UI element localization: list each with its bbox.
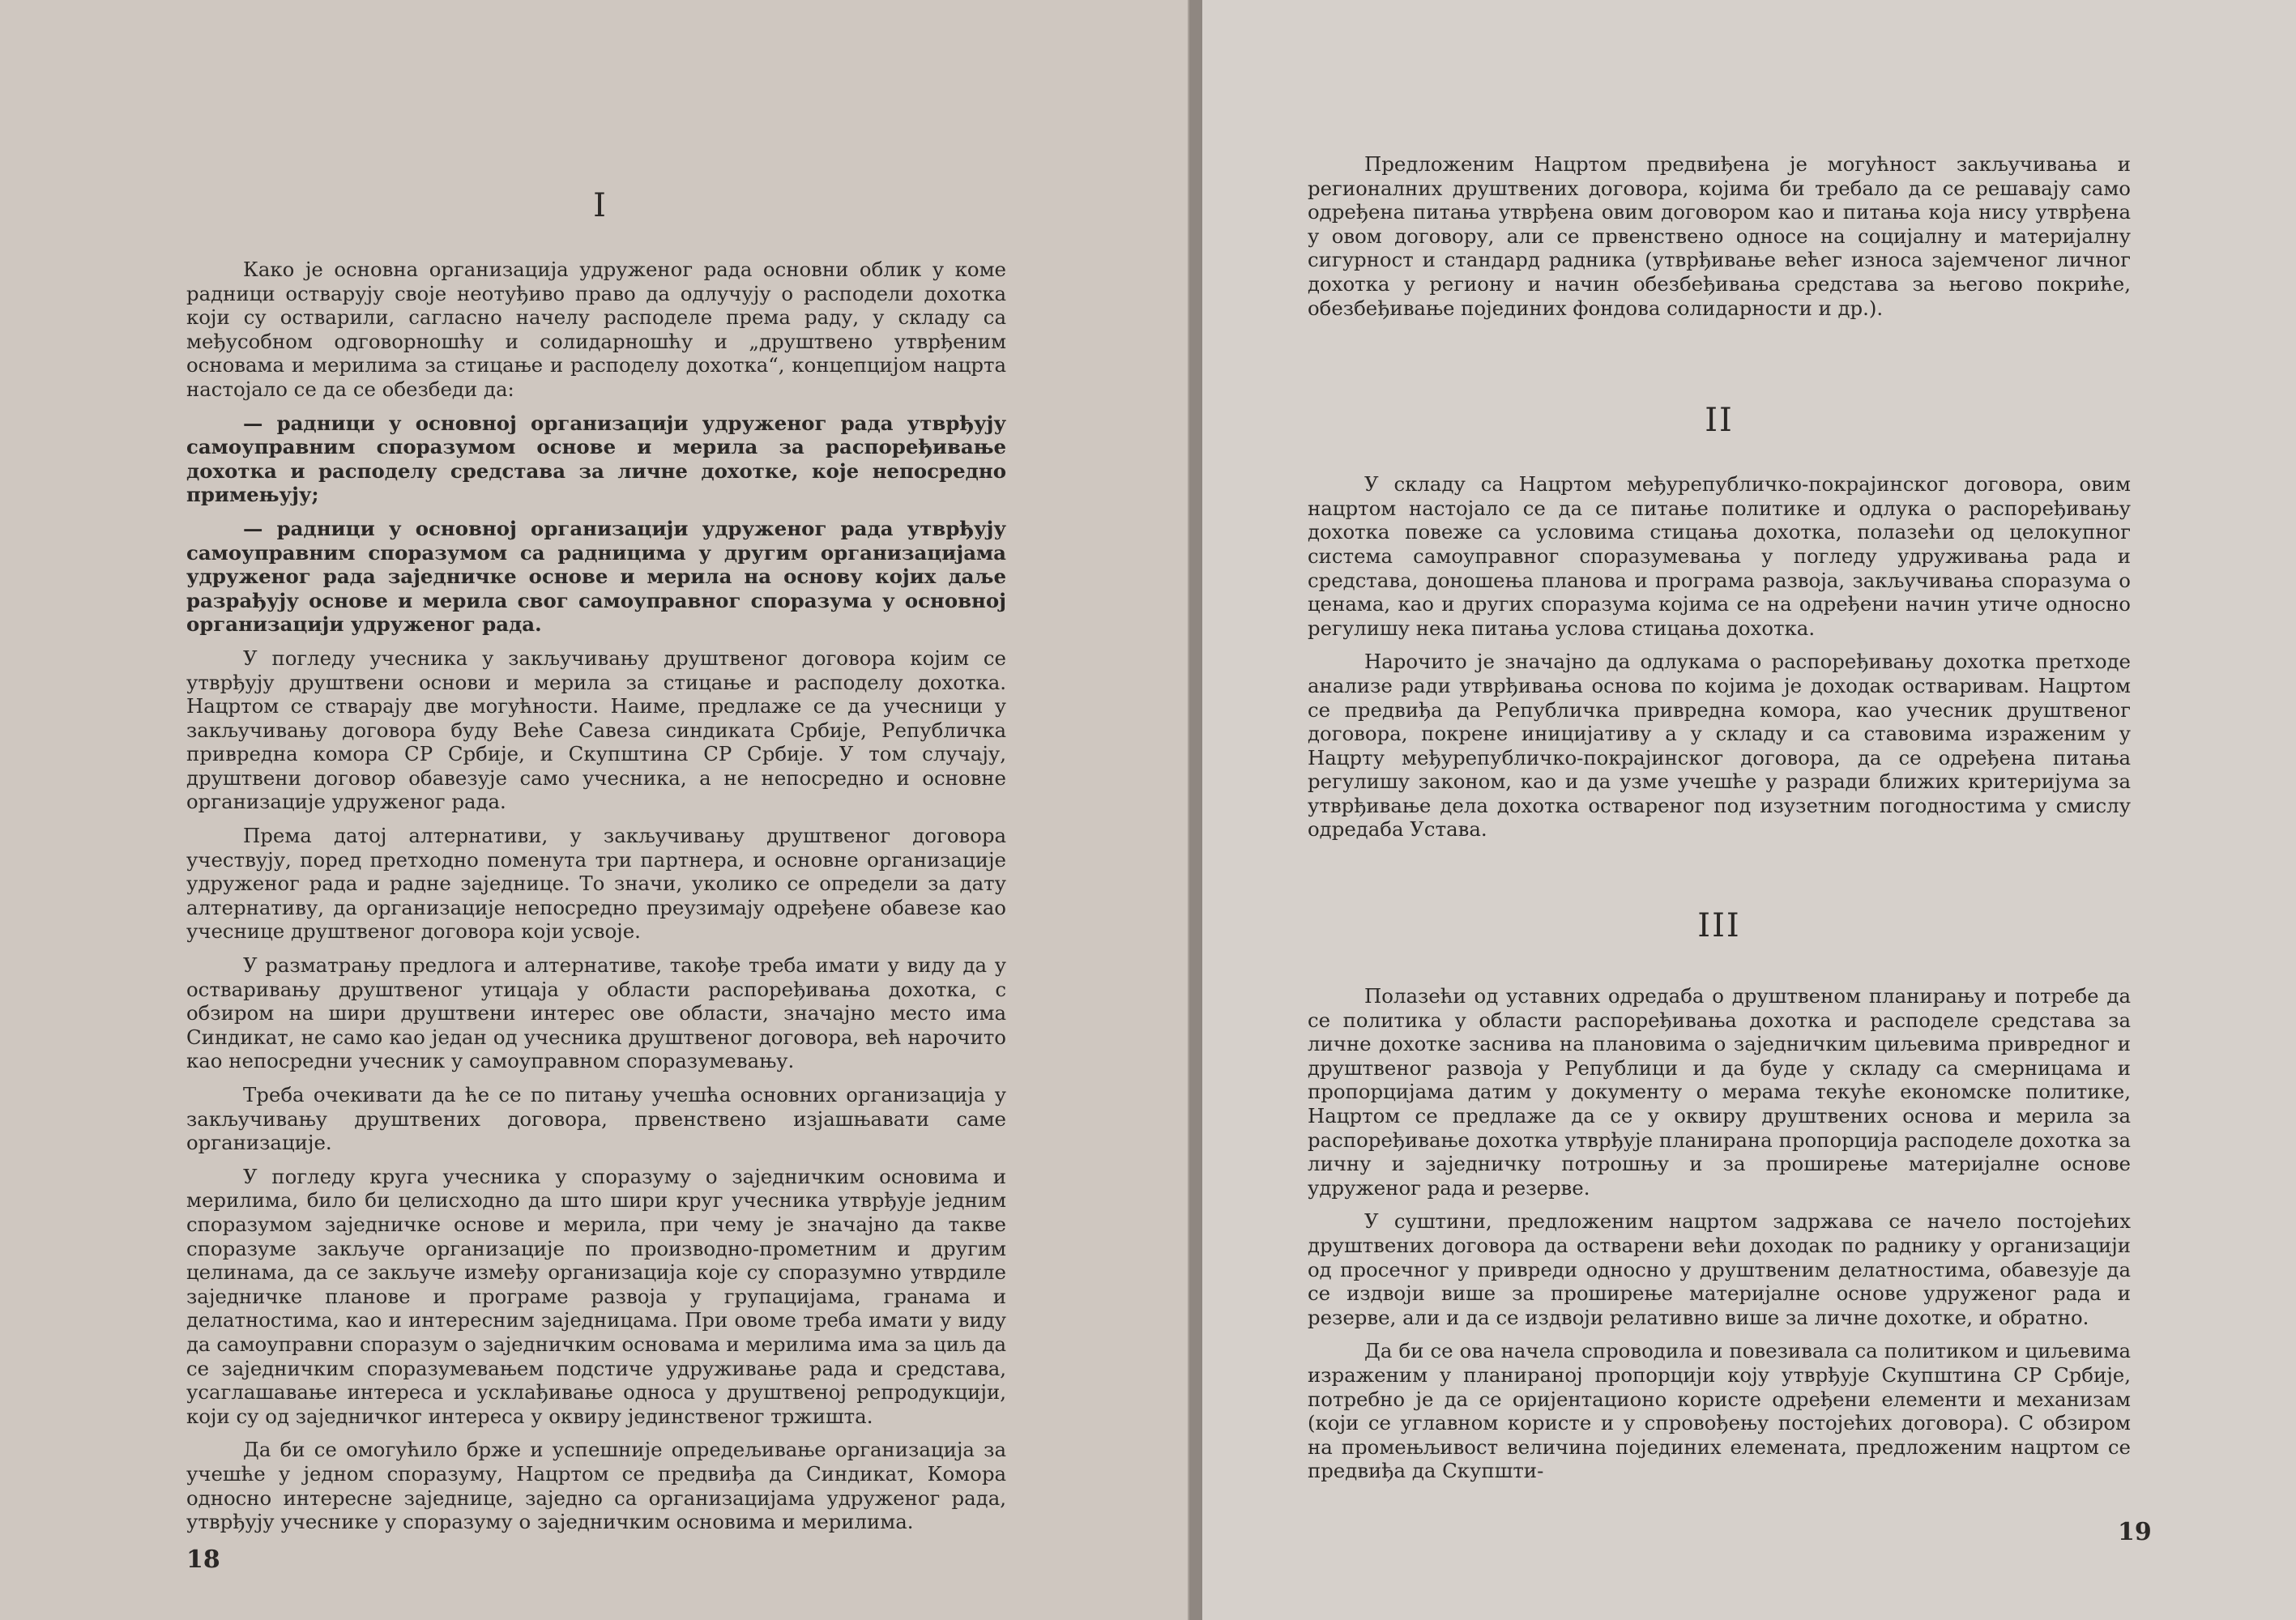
- right-page: [1202, 0, 2296, 1620]
- book-gutter: [1189, 0, 1202, 1620]
- paragraph: Према датој алтернативи, у закључивању друштвеног договора учествују, поред претходно поменута три партнера, и основне организације удруженог рада и радне заједнице. То значи, уколико се определи за дату алтернативу, да организације непосредно преузимају одређене обавезе као учеснице друштвеног договора који усвоје.: [186, 824, 1006, 944]
- paragraph: Полазећи од уставних одредаба о друштвеном планирању и потребе да се политика у области распоређивања дохотка и расподеле средстава за личне дохотке заснива на плановима о заједничким циљевима привредног и друштвеног развоја у Републици и да буде у складу са смерницама и пропорцијама датим у документу о мерама текуће економске политике, Нацртом се предлаже да се у оквиру друштвених основа и мерила за распоређивање дохотка утврђује планирана пропорција расподеле дохотка за личну и заједничку потрошњу и за проширење материјалне основе удруженог рада и резерве.: [1308, 984, 2131, 1200]
- paragraph: У разматрању предлога и алтернативе, такође треба имати у виду да у остваривању друштвеног утицаја у области распоређивања дохотка, с обзиром на шири друштвени интерес ове области, значајно место има Синдикат, не само као један од учесника друштвеног договора, већ нарочито као непосредни учесник у самоуправном споразумевању.: [186, 953, 1006, 1073]
- paragraph-bullet: — радници у основној организацији удруженог рада утврђују самоуправним споразумом основе и мерила за распоређивање дохотка и расподелу средстава за личне дохотке, које непосредно примењују;: [186, 411, 1006, 507]
- paragraph-bullet: — радници у основној организацији удруженог рада утврђују самоуправним споразумом са радницима у другим организацијама удруженог рада заједничке основе и мерила на основу којих даље разрађују основе и мерила свог самоуправног споразума у основној организацији удруженог рада.: [186, 516, 1006, 637]
- paragraph: У погледу круга учесника у споразуму о заједничким основима и мерилима, било би целисходно да што шири круг учесника утврђује једним споразумом заједничке основе и мерила, при чему је значајно да такве споразуме закључе организације по производно-прометним и другим целинама, да се закључе између организација које су споразумно утврдиле заједничке планове и програме развоја у групацијама, гранама и делатностима, као и интересним заједницама. При овоме треба имати у виду да самоуправни споразум о заједничким основама и мерилима има за циљ да се заједничким споразумевањем подстиче удруживање рада и средстава, усаглашавање интереса и усклађивање односа у друштвеној репродукцији, који су од заједничког интереса у оквиру јединственог тржишта.: [186, 1164, 1006, 1428]
- section-heading-ii: II: [1705, 402, 1734, 440]
- paragraph: Како је основна организација удруженог рада основни облик у коме радници остварују своје неотуђиво право да одлучују о расподели дохотка који су остварили, сагласно начелу расподеле према раду, у складу са међусобном одговорношћу и солидарношћу и „друштвено утврђеним основама и мерилима за стицање и расподелу дохотка“, концепцијом нацрта настојало се да се обезбеди да:: [186, 258, 1006, 401]
- paragraph: Да би се омогућило брже и успешније опредељивање организација за учешће у једном споразуму, Нацртом се предвиђа да Синдикат, Комора односно интересне заједнице, заједно са организацијама удруженог рада, утврђују учеснике у споразуму о заједничким основима и мерилима.: [186, 1438, 1006, 1534]
- paragraph: Да би се ова начела спроводила и повезивала са политиком и циљевима израженим у планираној пропорцији коју утврђује Скупштина СР Србије, потребно је да се оријентационо користе одређени елементи и механизам (који се углавном користе и у спровођењу постојећих договора). С обзиром на промењљивост величина појединих елемената, предложеним нацртом се предвиђа да Скупшти-: [1308, 1339, 2131, 1483]
- left-page-text-column: [186, 186, 1006, 1544]
- right-page-text-column: [1308, 152, 2131, 1493]
- section-heading-i: I: [593, 187, 608, 224]
- paragraph: У погледу учесника у закључивању друштвеног договора којим се утврђују друштвени основи и мерила за стицање и расподелу дохотка. Нацртом се стварају две могућности. Наиме, предлаже се да учесници у закључивању договора буду Веће Савеза синдиката Србије, Републичка привредна комора СР Србије, и Скупштина СР Србије. У том случају, друштвени договор обавезује само учесника, а не непосредно и основне организације удруженог рада.: [186, 646, 1006, 814]
- paragraph: Предложеним Нацртом предвиђена је могућност закључивања и регионалних друштвених договора, којима би требало да се решавају само одређена питања утврђена овим договором као и питања која нису утврђена у овом договору, али се првенствено односе на социјалну и материјалну сигурност и стандард радника (утврђивање већег износа зајемченог личног дохотка у региону и начин обезбеђивања средстава за његово покриће, обезбеђивање појединих фондова солидарности и др.).: [1308, 152, 2131, 320]
- page-number: 19: [2118, 1518, 2152, 1546]
- paragraph: Нарочито је значајно да одлукама о распоређивању дохотка претходе анализе ради утврђивања основа по којима је доходак остваривам. Нацртом се предвиђа да Републичка привредна комора, као учесник друштвеног договора, покрене иницијативу а у складу и са ставовима израженим у Нацрту међурепубличко-покрајинског договора, да се одређена питања регулишу законом, као и да узме учешће у разради ближих критеријума за утврђивање дела дохотка оствареног под изузетним погодностима у смислу одредаба Устава.: [1308, 650, 2131, 842]
- paragraph: Треба очекивати да ће се по питању учешћа основних организација у закључивању друштвених договора, првенствено изјашњавати саме организације.: [186, 1083, 1006, 1155]
- paragraph: У суштини, предложеним нацртом задржава се начело постојећих друштвених договора да оствaрени већи доходак по раднику у организацији од просечног у привреди односно у друштвеним делатностима, обавезује да се издвоји више за проширење материјалне основе удруженог рада и резерве, али и да се издвоји релативно више за личне дохотке, и обратно.: [1308, 1209, 2131, 1329]
- page-number: 18: [186, 1545, 220, 1574]
- paragraph: У складу са Нацртом међурепубличко-покрајинског договора, овим нацртом настојало се да се питање политике и одлука о распоређивању дохотка повеже са условима стицања дохотка, полазећи од целокупног система самоуправног споразумевања у погледу удруживања рада и средстава, доношења планова и програма развоја, закључивања споразума о ценама, као и других споразума којима се на одређени начин утиче односно регулишу нека питања услова стицања дохотка.: [1308, 472, 2131, 640]
- section-heading-iii: III: [1697, 907, 1741, 945]
